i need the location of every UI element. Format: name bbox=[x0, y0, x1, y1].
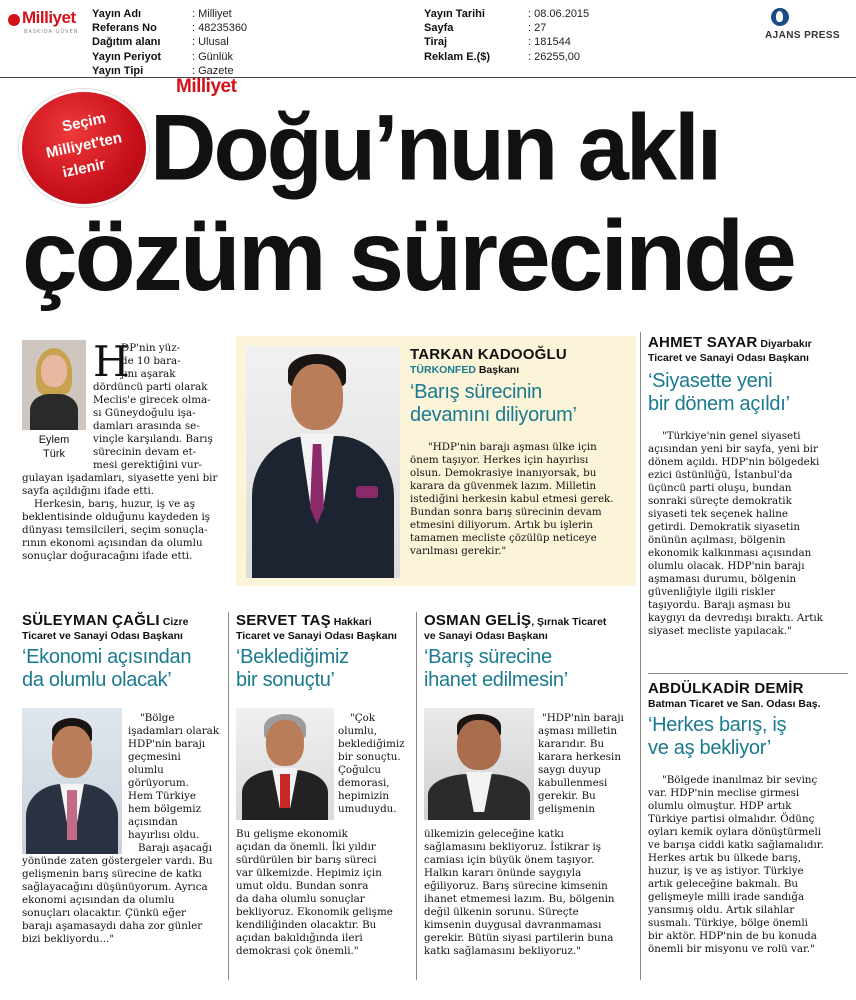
text-line: açıdan bakıldığında ileri bbox=[236, 932, 363, 944]
gelis-name bbox=[424, 612, 606, 629]
text-line: Yayın Tipi bbox=[92, 64, 144, 77]
text-line: Cizre bbox=[159, 616, 189, 628]
text-line: : Günlük bbox=[192, 50, 233, 63]
text-line: etmesini diliyorum. Artık bu işlerin bbox=[410, 519, 593, 531]
text-line: işadamları olarak bbox=[128, 725, 220, 737]
text-line: ezici üstünlüğü, İstanbul'da bbox=[648, 469, 793, 481]
text-line: Diyarbakır bbox=[757, 338, 812, 350]
text-line: gelişmenin barış sürecine de katkı bbox=[22, 868, 202, 880]
text-line: olumlu olmuştur. HDP artık bbox=[648, 800, 792, 812]
text-line: gulayan işadamları, siyasette yeni bir bbox=[22, 472, 218, 484]
tas-photo bbox=[236, 708, 334, 820]
text-line: Türkiye partisi olmalıdır. Ödünç bbox=[648, 813, 815, 825]
text-line: : 08.06.2015 bbox=[528, 8, 590, 20]
text-line: Halkın kararı önünde saygıyla bbox=[424, 867, 582, 879]
tas-text-side bbox=[338, 712, 416, 816]
text-line: : Gazete bbox=[192, 64, 234, 77]
text-line: rının ekonomi açısından da olumlu bbox=[22, 537, 203, 549]
text-line: susmalı. Türkiye, bölge önemli bbox=[648, 917, 808, 929]
author-caption bbox=[22, 433, 86, 461]
text-line: hem bölgemiz bbox=[128, 803, 202, 815]
section-divider bbox=[648, 673, 848, 674]
text-line: var ülkemizde. Hepimiz için bbox=[236, 867, 382, 879]
column-divider bbox=[416, 612, 417, 980]
demir-text bbox=[648, 774, 848, 956]
gelis-text bbox=[424, 828, 636, 958]
text-line: hayırlısı oldu. bbox=[128, 829, 200, 841]
text-line: siyaseti tek seçenek haline bbox=[648, 508, 788, 520]
text-line: Eylem bbox=[38, 434, 70, 446]
text-line: DP'nin yüz- bbox=[121, 342, 181, 354]
text-line: Barajı aşacağı bbox=[138, 842, 212, 854]
logo-bird-icon bbox=[8, 14, 20, 26]
text-line: aşması milletin bbox=[538, 725, 617, 737]
text-line: önem taşıyor. Herkes için hayırlısı bbox=[410, 454, 589, 466]
text-line: AHMET SAYAR bbox=[648, 334, 758, 351]
text-line: hepimizin bbox=[338, 790, 390, 802]
text-line: eğiliyoruz. Barış sürecine kimsenin bbox=[424, 880, 608, 892]
text-line: güvenliğiyle ilgili riskler bbox=[648, 586, 776, 598]
text-line: camiası için büyük önem taşıyor. bbox=[424, 854, 595, 866]
text-line: aşmaması durumu, bölgenin bbox=[648, 573, 797, 585]
text-line: barajı aşamasaydı daha zor günler bbox=[22, 920, 203, 932]
text-line: beklediğimiz bbox=[338, 738, 405, 750]
text-line: Sayfa bbox=[424, 22, 454, 35]
kadooglu-quote bbox=[410, 381, 630, 427]
text-line: gerekir. Bütün siyasi partilerin buna bbox=[424, 932, 614, 944]
tas-name bbox=[236, 612, 372, 629]
text-line: ekonomik kalkınması açısından bbox=[648, 547, 812, 559]
text-line: BASKIDA GÜVEN bbox=[24, 29, 79, 35]
text-line: geçmesini bbox=[128, 751, 181, 763]
text-line: huzur, iş ve aş istiyor. Türkiye bbox=[648, 865, 804, 877]
text-line: oyları kemik oylara dönüştürmeli bbox=[648, 826, 822, 838]
text-line: Reklam E.($) bbox=[424, 50, 491, 63]
cagli-quote bbox=[22, 646, 226, 692]
text-line: umut oldu. Bundan sonra bbox=[236, 880, 369, 892]
column-divider bbox=[640, 676, 641, 980]
text-line: "Bölge bbox=[140, 712, 175, 724]
tas-quote bbox=[236, 646, 414, 692]
text-line: : 27 bbox=[528, 22, 547, 35]
column-divider bbox=[228, 612, 229, 980]
demir-name: ABDÜLKADİR DEMİR bbox=[648, 680, 804, 697]
text-line: OSMAN GELİŞ bbox=[424, 612, 532, 629]
text-line: taşıyordu. Barajı aşması bu bbox=[648, 599, 791, 611]
text-line: Yayın Periyot bbox=[92, 50, 162, 63]
text-line: gelişmenin bbox=[538, 803, 595, 815]
text-line: olumlu bbox=[128, 764, 164, 776]
text-line: sürdürülen bir barış süreci bbox=[236, 854, 377, 866]
election-badge bbox=[22, 92, 146, 204]
text-line: beklentisinde olduğunu kaydeden iş bbox=[22, 511, 211, 523]
text-line: "Türkiye'nin genel siyaseti bbox=[662, 430, 801, 442]
text-line: Hem Türkiye bbox=[128, 790, 196, 802]
text-line: yansımış oldu. Artık silahlar bbox=[648, 904, 795, 916]
text-line: karara herkesin bbox=[538, 751, 621, 763]
text-line: Referans No bbox=[92, 22, 157, 35]
text-line: "Bölgede inanılmaz bir sevinç bbox=[662, 774, 818, 786]
text-line: demokrasi çok önemli." bbox=[236, 945, 359, 957]
text-line: SERVET TAŞ bbox=[236, 612, 331, 629]
text-line: Tiraj bbox=[424, 36, 448, 49]
text-line: dönem açıldı. HDP'nin bölgedeki bbox=[648, 456, 820, 468]
text-line: açısından bbox=[128, 816, 178, 828]
text-line: ‘Ekonomi açısından bbox=[22, 646, 192, 668]
gelis-quote bbox=[424, 646, 634, 692]
text-line: açıdan da önemli. İki yıldır bbox=[236, 841, 376, 853]
text-line: değil ülkenin sorunu. Süreçte bbox=[424, 906, 579, 918]
kadooglu-photo bbox=[246, 346, 400, 578]
text-line: Hakkari bbox=[330, 616, 372, 628]
text-line: SÜLEYMAN ÇAĞLI bbox=[22, 612, 160, 629]
text-line: ihanet etmemesi lazım. Bu, bölgenin bbox=[424, 893, 615, 905]
text-line: Seçim bbox=[60, 109, 108, 136]
sayar-quote bbox=[648, 370, 848, 416]
text-line: saygı duyup bbox=[538, 764, 601, 776]
kadooglu-role bbox=[410, 364, 519, 376]
text-line: umuduydu. bbox=[338, 803, 397, 815]
text-line: : 48235360 bbox=[192, 22, 248, 35]
text-line: yönünde zaten göstergeler vardı. Bu bbox=[22, 855, 213, 867]
headline-line-2: çözüm sürecinde bbox=[22, 200, 794, 312]
text-line: ülkemizin geleceğine katkı bbox=[424, 828, 564, 840]
author-photo bbox=[22, 340, 86, 430]
text-line: dünyası temsilcileri, seçim sonuçla- bbox=[22, 524, 208, 536]
text-line: izlenir bbox=[61, 155, 107, 182]
text-line: istediğini herkesin kabul etmesi gerek. bbox=[410, 493, 614, 505]
publication-info-left bbox=[92, 7, 332, 78]
text-line: de 10 bara- bbox=[121, 355, 181, 367]
text-line: var. HDP'nin meclise girmesi bbox=[648, 787, 800, 799]
text-line: ‘Barış sürecinin bbox=[410, 381, 542, 403]
cagli-photo bbox=[22, 708, 122, 854]
text-line: ‘Herkes barış, iş bbox=[648, 714, 787, 736]
text-line: sı Güneydoğulu işa- bbox=[93, 407, 196, 419]
tas-text bbox=[236, 828, 414, 958]
text-line: kendiliğinden olacaktır. Bu bbox=[236, 919, 377, 931]
ajans-press-icon bbox=[771, 8, 789, 26]
text-line: jını aşarak bbox=[121, 368, 176, 380]
text-line: üçüncü parti oluşu, bundan bbox=[648, 482, 792, 494]
demir-role: Batman Ticaret ve San. Odası Baş. bbox=[648, 698, 821, 710]
text-line: Bundan sonra barış sürecinin devam bbox=[410, 506, 602, 518]
text-line: sayfa açıldığını ifade etti. bbox=[22, 485, 155, 497]
text-line: ekonomi açısından da olumlu bbox=[22, 894, 175, 906]
text-line: , Şırnak Ticaret bbox=[531, 616, 607, 628]
kadooglu-text bbox=[410, 441, 632, 558]
column-divider bbox=[640, 332, 641, 677]
text-line: bizi bekliyordu..." bbox=[22, 933, 115, 945]
page-logo: Milliyet bbox=[176, 76, 237, 97]
text-line: sonuçları olacaktır. Çünkü eğer bbox=[22, 907, 186, 919]
sayar-role: Ticaret ve Sanayi Odası Başkanı bbox=[648, 352, 809, 364]
text-line: sağlayacağını düşünüyorum. Ayrıca bbox=[22, 881, 208, 893]
text-line: da olumlu olacak’ bbox=[22, 669, 172, 691]
text-line: devamını diliyorum’ bbox=[410, 404, 577, 426]
cagli-text bbox=[22, 855, 226, 946]
text-line: vinçle karşılandı. Barış bbox=[93, 433, 213, 445]
text-line: ‘Barış sürecine bbox=[424, 646, 552, 668]
text-line: karara da güvenmek lazım. Milletin bbox=[410, 480, 596, 492]
cagli-text-side bbox=[128, 712, 224, 855]
drop-cap: H bbox=[93, 337, 130, 386]
text-line: Türk bbox=[43, 448, 65, 460]
tas-role: Ticaret ve Sanayi Odası Başkanı bbox=[236, 630, 397, 642]
text-line: Yayın Tarihi bbox=[424, 8, 485, 20]
cagli-name bbox=[22, 612, 188, 629]
text-line: bir aktör. HDP'nin de bu konuda bbox=[648, 930, 817, 942]
text-line: siyaset mecliste yapılacak." bbox=[648, 625, 792, 637]
gelis-photo bbox=[424, 708, 534, 820]
text-line: da daha olumlu sonuçlar bbox=[236, 893, 365, 905]
text-line: önünün açılması, bölgenin bbox=[648, 534, 786, 546]
text-line: bir dönem açıldı’ bbox=[648, 393, 790, 415]
sayar-text bbox=[648, 430, 848, 638]
text-line: gerekir. Bu bbox=[538, 790, 596, 802]
text-line: bekliyoruz. Ekonomik gelişme bbox=[236, 906, 393, 918]
text-line: varılması gerekir." bbox=[410, 545, 507, 557]
text-line: dördüncü parti olarak bbox=[93, 381, 208, 393]
text-line: bir sonuçtu’ bbox=[236, 669, 335, 691]
publication-info-right bbox=[424, 7, 644, 64]
text-line: ve aş bekliyor’ bbox=[648, 737, 771, 759]
headline-line-1: Doğu’nun aklı bbox=[150, 96, 720, 201]
cagli-role: Ticaret ve Sanayi Odası Başkanı bbox=[22, 630, 183, 642]
text-line: gelişmeyle milli irade sandığa bbox=[648, 891, 805, 903]
text-line: "HDP'nin barajı aşması ülke için bbox=[428, 441, 597, 453]
text-line: Dağıtım alanı bbox=[92, 36, 161, 49]
gelis-text-side bbox=[538, 712, 636, 816]
text-line: olumlu olacak. HDP'nin barajı bbox=[648, 560, 805, 572]
text-line: damları arasında se- bbox=[93, 420, 200, 432]
text-line: Bu gelişme ekonomik bbox=[236, 828, 348, 840]
text-line: kararıdır. Bu bbox=[538, 738, 605, 750]
text-line: "HDP'nin barajı bbox=[542, 712, 624, 724]
text-line: Meclis'e girecek olma- bbox=[93, 394, 211, 406]
text-line: ve barışa ciddi katkı sağlamalıdır. bbox=[648, 839, 824, 851]
text-line: Herkesin, barış, huzur, iş ve aş bbox=[34, 498, 195, 510]
milliyet-logo bbox=[8, 8, 90, 36]
text-line: sağlamasını bekliyoruz. İstikrar iş bbox=[424, 841, 602, 853]
text-line: : 181544 bbox=[528, 36, 571, 49]
gelis-role: ve Sanayi Odası Başkanı bbox=[424, 630, 548, 642]
text-line: getirdi. Demokratik siyasetin bbox=[648, 521, 800, 533]
text-line: Herkes artık bu ülkede barış, bbox=[648, 852, 802, 864]
text-line: olsun. Demokrasiye inanıyorsak, bu bbox=[410, 467, 597, 479]
text-line: : Milliyet bbox=[192, 8, 232, 20]
text-line: kaygıyı da devredışı bıraktı. Artık bbox=[648, 612, 823, 624]
text-line: önemli bir misyonu ve rolü var." bbox=[648, 943, 815, 955]
text-line: tamamen mecliste çözülüp neticeye bbox=[410, 532, 597, 544]
text-line: mesi gerektiğini vur- bbox=[93, 459, 203, 471]
text-line: açısından yeni bir sayfa, yeni bir bbox=[648, 443, 818, 455]
text-line: demorasi, bbox=[338, 777, 390, 789]
text-line: AJANS PRESS bbox=[765, 30, 840, 41]
text-line: TÜRKONFED bbox=[410, 364, 476, 376]
text-line: : Ulusal bbox=[192, 36, 229, 49]
text-line: Yayın Adı bbox=[92, 8, 142, 20]
sayar-name bbox=[648, 334, 812, 351]
text-line: katkı sağlamasını bekliyoruz." bbox=[424, 945, 581, 957]
text-line: bir sonuçtu. bbox=[338, 751, 401, 763]
text-line: kimsenin duygusal davranmaması bbox=[424, 919, 602, 931]
text-line: Milliyet bbox=[22, 8, 76, 27]
text-line: sonraki süreçte demokratik bbox=[648, 495, 792, 507]
text-line: görüyorum. bbox=[128, 777, 189, 789]
text-line: kabullenmesi bbox=[538, 777, 608, 789]
text-line: : 26255,00 bbox=[528, 50, 580, 63]
text-line: Başkanı bbox=[475, 364, 520, 376]
intro-text bbox=[93, 337, 225, 472]
text-line: Çoğulcu bbox=[338, 764, 381, 776]
text-line: Milliyet'ten bbox=[44, 129, 124, 162]
text-line: ‘Beklediğimiz bbox=[236, 646, 349, 668]
intro-text-cont bbox=[22, 472, 228, 563]
text-line: sürecinin devam et- bbox=[93, 446, 197, 458]
text-line: ‘Siyasette yeni bbox=[648, 370, 773, 392]
ajans-press-logo bbox=[765, 8, 850, 42]
text-line: artık geleceğine bakmalı. Bu bbox=[648, 878, 799, 890]
kadooglu-name: TARKAN KADOOĞLU bbox=[410, 346, 567, 363]
demir-quote bbox=[648, 714, 848, 760]
text-line: ihanet edilmesin’ bbox=[424, 669, 568, 691]
text-line: sonuçlar doğuracağını ifade etti. bbox=[22, 550, 193, 562]
text-line: olumlu, bbox=[338, 725, 378, 737]
text-line: HDP'nin barajı bbox=[128, 738, 206, 750]
text-line: "Çok bbox=[350, 712, 376, 724]
